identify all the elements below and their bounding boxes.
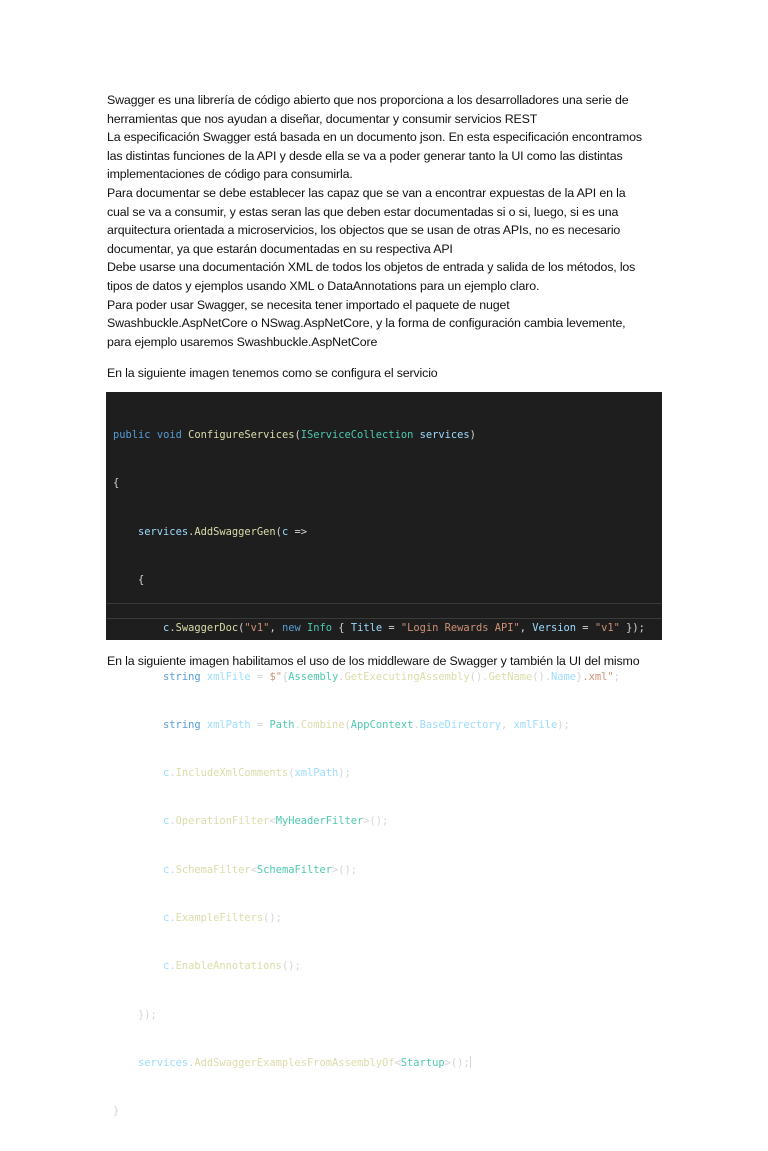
- text-line: las distintas funciones de la API y desde ella se va a poder generar tanto la UI como las distintas: [107, 148, 623, 163]
- code-line: }: [113, 1105, 120, 1118]
- code-line: });: [138, 1008, 157, 1021]
- code-line: services.AddSwaggerGen(c =>: [138, 525, 307, 538]
- body-text: [107, 91, 667, 351]
- text-line: Swashbuckle.AspNetCore o NSwag.AspNetCore, y la forma de configuración cambia levemente,: [107, 316, 626, 331]
- text-line: La especificación Swagger está basada en un documento json. En esta especificación encontramos: [107, 130, 642, 145]
- text-line: Debe usarse una documentación XML de todos los objetos de entrada y salida de los métodos, los: [107, 260, 636, 275]
- text-line: Para documentar se debe establecer las capaz que se van a encontrar expuestas de la API en la: [107, 185, 626, 200]
- text-line: arquitectura orientada a microservicios, los objectos que se usan de otras APIs, no es necesario: [107, 223, 621, 238]
- text-line: cual se va a consumir, y estas seran las que deben estar documentadas si o si, luego, si es una: [107, 204, 619, 219]
- code-line: {: [138, 574, 145, 587]
- text-line: tipos de datos y ejemplos usando XML o DataAnnotations para un ejemplo claro.: [107, 278, 540, 293]
- code-line: c.ExampleFilters();: [163, 912, 282, 924]
- code-line: c.SwaggerDoc("v1", new Info { Title = "Login Rewards API", Version = "v1" });: [163, 622, 645, 635]
- text-line: documentar, ya que estarán documentadas en su respectiva API: [107, 241, 453, 256]
- text-line: herramientas que nos ayudan a diseñar, documentar y consumir servicios REST: [107, 111, 538, 126]
- code-line: public void ConfigureServices(IServiceCollection services): [113, 429, 476, 442]
- caption-middleware-image: En la siguiente imagen habilitamos el uso de los middleware de Swagger y también la UI del mismo: [107, 654, 640, 668]
- code-line: {: [113, 477, 120, 490]
- text-line: Para poder usar Swagger, se necesita tener importado el paquete de nuget: [107, 297, 510, 312]
- code-line: c.IncludeXmlComments(xmlPath);: [163, 767, 351, 780]
- code-line: c.EnableAnnotations();: [163, 960, 301, 973]
- text-cursor: [470, 1056, 471, 1068]
- text-line: Swagger es una librería de código abierto que nos proporciona a los desarrolladores una serie de: [107, 93, 629, 107]
- code-block: [113, 395, 645, 1151]
- text-line: para ejemplo usaremos Swashbuckle.AspNetCore: [107, 334, 378, 349]
- code-line: services.AddSwaggerExamplesFromAssemblyOf<Startup>();: [138, 1056, 470, 1069]
- caption-code-image: En la siguiente imagen tenemos como se configura el servicio: [107, 366, 438, 380]
- code-line: c.OperationFilter<MyHeaderFilter>();: [163, 815, 389, 828]
- code-line: string xmlFile = $"{Assembly.GetExecutingAssembly().GetName().Name}.xml";: [163, 670, 620, 683]
- code-line: string xmlPath = Path.Combine(AppContext.BaseDirectory, xmlFile);: [163, 718, 570, 731]
- code-line: c.SchemaFilter<SchemaFilter>();: [163, 863, 358, 876]
- text-line: implementaciones de código para consumirla.: [107, 167, 353, 182]
